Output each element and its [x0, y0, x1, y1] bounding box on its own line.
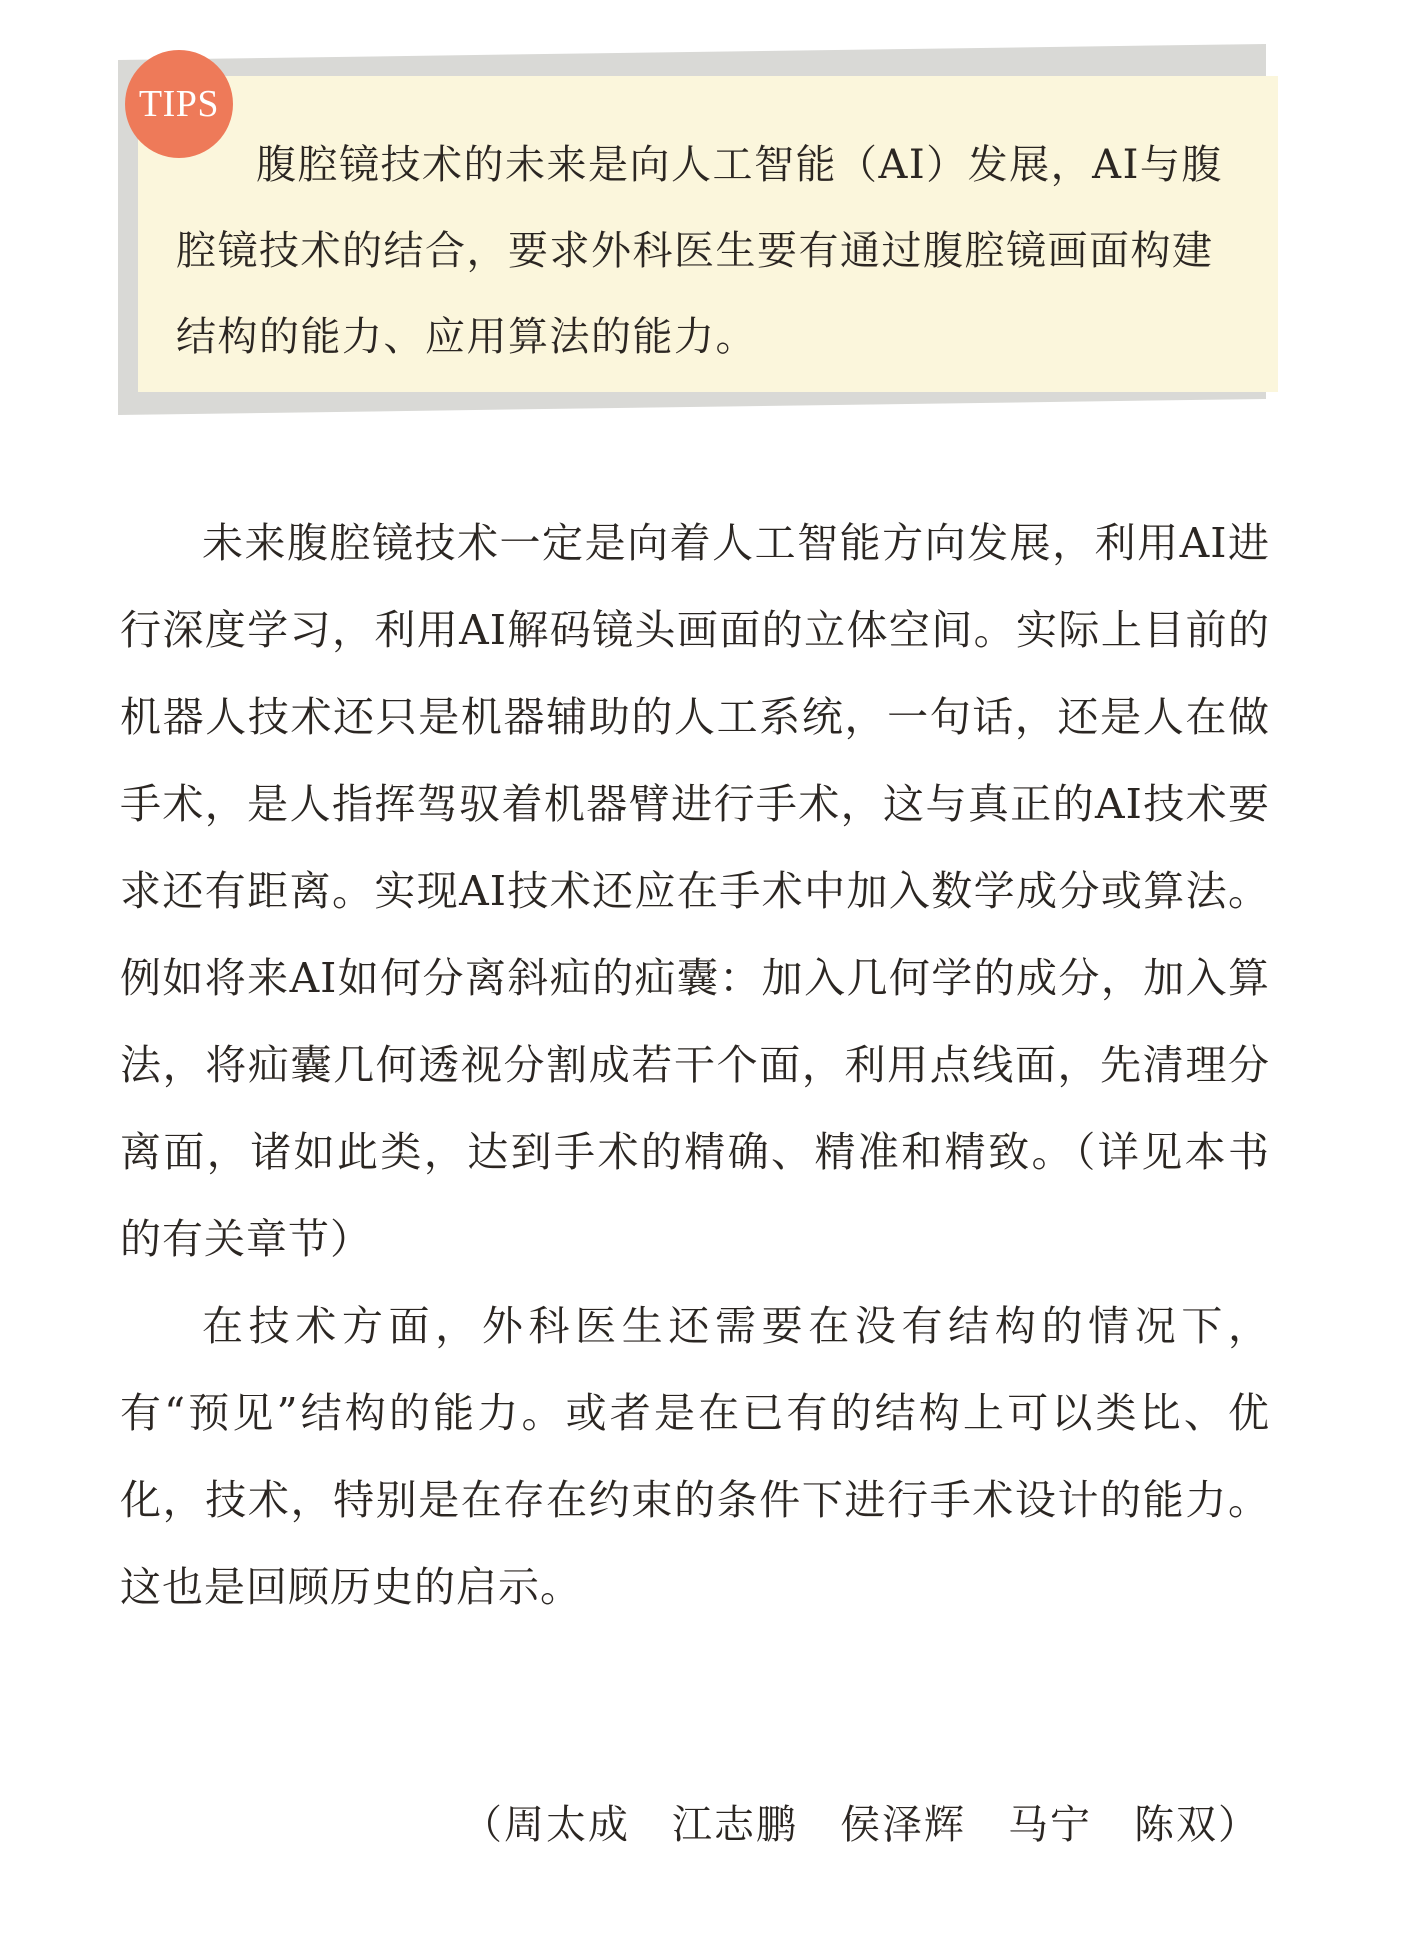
- author-list: （周太成 江志鹏 侯泽辉 马宁 陈双）: [462, 1802, 1260, 1848]
- body-paragraph-2: 在技术方面，外科医生还需要在没有结构的情况下，有“预见”结构的能力。或者是在已有的结构上可以类比、优化，技术，特别是在存在约束的条件下进行手术设计的能力。这也是回顾历史的启示。: [120, 1302, 1270, 1611]
- tips-text: 腹腔镜技术的未来是向人工智能（AI）发展，AI与腹腔镜技术的结合，要求外科医生要有通过腹腔镜画面构建结构的能力、应用算法的能力。: [176, 142, 1223, 360]
- tips-callout: [118, 50, 1278, 418]
- tips-box: [138, 76, 1278, 392]
- main-text: [120, 500, 1270, 1631]
- tips-badge: TIPS: [125, 50, 233, 158]
- body-paragraph-1: 未来腹腔镜技术一定是向着人工智能方向发展，利用AI进行深度学习，利用AI解码镜头画面的立体空间。实际上目前的机器人技术还只是机器辅助的人工系统，一句话，还是人在做手术，是人指挥驾驭着机器臂进行手术，这与真正的AI技术要求还有距离。实现AI技术还应在手术中加入数学成分或算法。例如将来AI如何分离斜疝的疝囊：加入几何学的成分，加入算法，将疝囊几何透视分割成若干个面，利用点线面，先清理分离面，诸如此类，达到手术的精确、精准和精致。（详见本书的有关章节）: [120, 519, 1270, 1263]
